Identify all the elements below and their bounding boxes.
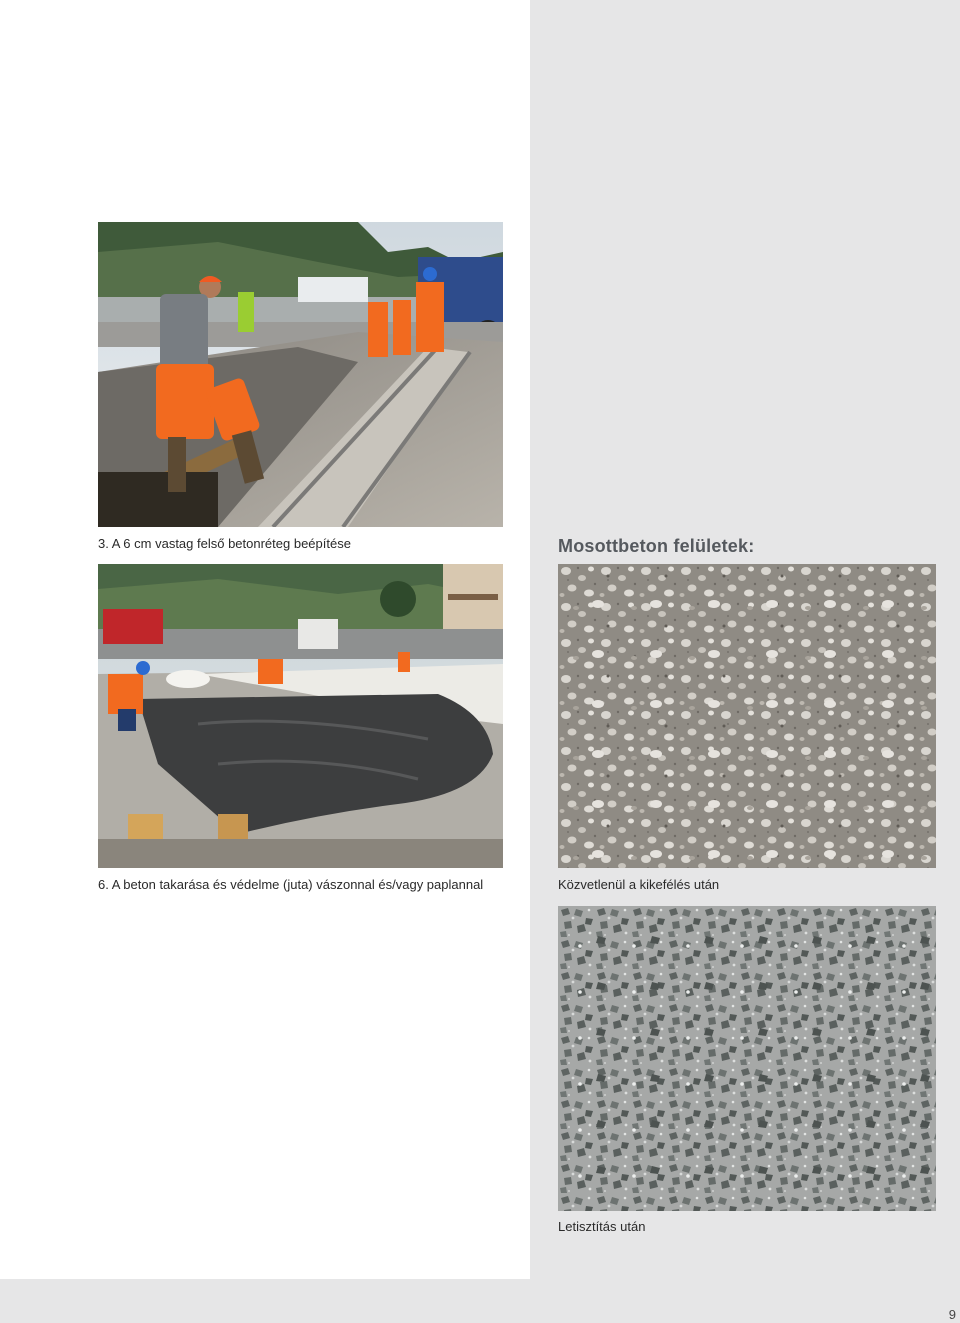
paving-photo bbox=[98, 222, 503, 527]
page-number: 9 bbox=[948, 1307, 956, 1322]
texture-caption-brushed: Közvetlenül a kikefélés után bbox=[558, 877, 720, 892]
texture-photo-brushed bbox=[558, 564, 936, 868]
paving-photo-caption: 3. A 6 cm vastag felső betonréteg beépítése bbox=[98, 536, 351, 551]
covering-photo bbox=[98, 564, 503, 868]
texture-photo-cleaned bbox=[558, 906, 936, 1211]
section-title: Mosottbeton felületek: bbox=[558, 536, 755, 556]
covering-photo-caption: 6. A beton takarása és védelme (juta) vászonnal és/vagy paplannal bbox=[98, 877, 484, 892]
footer-band bbox=[0, 1279, 960, 1323]
texture-caption-cleaned: Letisztítás után bbox=[558, 1219, 646, 1234]
